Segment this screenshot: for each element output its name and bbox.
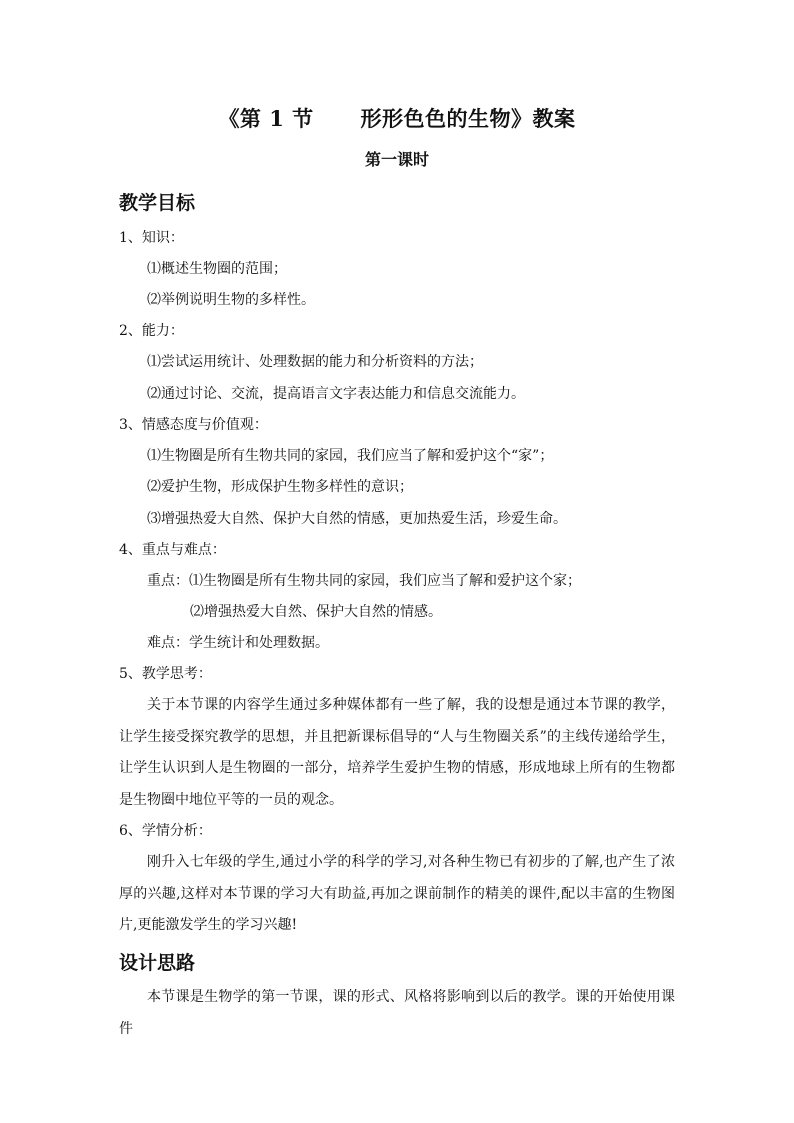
objective-1-item-1: ⑴概述生物圈的范围； xyxy=(147,261,287,277)
objective-3-item-2: ⑵爱护生物，形成保护生物多样性的意识； xyxy=(147,479,413,495)
section-heading-objectives: 教学目标 xyxy=(119,192,196,214)
objective-6-label: 6、学情分析： xyxy=(119,823,212,839)
student-analysis-paragraph: 刚升入七年级的学生,通过小学的科学的学习,对各种生物已有初步的了解,也产生了浓厚的兴趣,这样对本节课的学习大有助益,再加之课前制作的精美的课件,配以丰富的生物图片,更能激发学生的学习兴趣! xyxy=(119,854,675,933)
objective-2-item-1: ⑴尝试运用统计、处理数据的能力和分析资料的方法； xyxy=(147,354,483,370)
objective-1-item-2: ⑵举例说明生物的多样性。 xyxy=(147,292,315,308)
section-heading-design: 设计思路 xyxy=(119,952,196,974)
objective-2-item-2: ⑵通过讨论、交流，提高语言文字表达能力和信息交流能力。 xyxy=(147,386,525,402)
objective-3-item-1: ⑴生物圈是所有生物共同的家园，我们应当了解和爱护这个“家”； xyxy=(147,448,554,464)
key-point-1: 重点：⑴生物圈是所有生物共同的家园，我们应当了解和爱护这个家； xyxy=(147,573,581,589)
objective-4-label: 4、重点与难点： xyxy=(119,542,226,558)
objective-2-label: 2、能力： xyxy=(119,323,184,339)
objective-1-label: 1、知识： xyxy=(119,230,184,246)
objective-5-label: 5、教学思考： xyxy=(119,666,212,682)
document-subtitle: 第一课时 xyxy=(364,150,429,169)
document-title: 《第 1 节 形形色色的生物》教案 xyxy=(218,106,576,131)
objective-3-item-3: ⑶增强热爱大自然、保护大自然的情感，更加热爱生活，珍爱生命。 xyxy=(147,511,567,527)
objective-3-label: 3、情感态度与价值观： xyxy=(119,417,268,433)
design-paragraph: 本节课是生物学的第一节课，课的形式、风格将影响到以后的教学。课的开始使用课件 xyxy=(119,989,675,1037)
difficulty-point: 难点：学生统计和处理数据。 xyxy=(147,635,329,651)
teaching-reflection-paragraph: 关于本节课的内容学生通过多种媒体都有一些了解，我的设想是通过本节课的教学，让学生接受探究教学的思想，并且把新课标倡导的“人与生物圈关系”的主线传递给学生，让学生认识到人是生物圈的一部分，培养学生爱护生物的情感，形成地球上所有的生物都是生物圈中地位平等的一员的观念。 xyxy=(119,697,675,808)
key-point-2: ⑵增强热爱大自然、保护大自然的情感。 xyxy=(190,604,442,620)
